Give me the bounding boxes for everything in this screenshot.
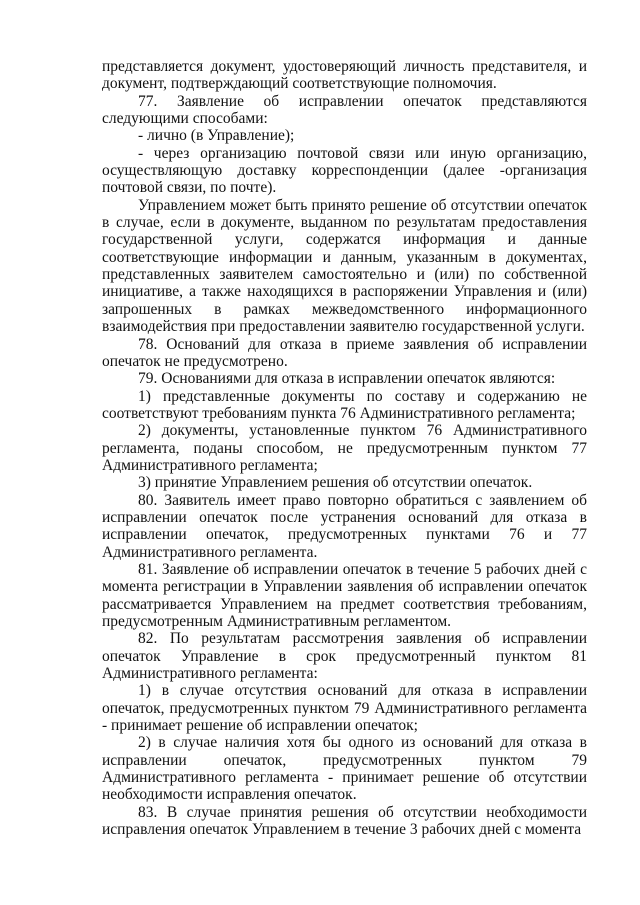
paragraph-80: 80. Заявитель имеет право повторно обратиться с заявлением об исправлении опечаток после устранения оснований для отказа в исправлении опечаток, предусмотренных пунктами 76 и 77 Административного регламента. [102, 491, 587, 561]
list-item: 3) принятие Управлением решения об отсутствии опечаток. [138, 474, 533, 492]
paragraph-77: 77. Заявление об исправлении опечаток представляются следующими способами: [102, 92, 587, 128]
list-item: - лично (в Управление); [138, 127, 295, 145]
list-item: 1) представленные документы по составу и содержанию не соответствуют требованиям пункта 76 Административного регламента; [102, 387, 587, 422]
list-item: 2) в случае наличия хотя бы одного из оснований для отказа в исправлении опечаток, предусмотренных пунктом 79 Административного регламента - принимает решение об отсутствии необходимости исправления опечаток. [102, 734, 587, 804]
paragraph-78: 78. Оснований для отказа в приеме заявления об исправлении опечаток не предусмотрено. [102, 335, 587, 370]
list-item: 1) в случае отсутствия оснований для отказа в исправлении опечаток, предусмотренных пунктом 79 Административного регламента - принимает решение об исправлении опечаток; [102, 682, 587, 735]
paragraph: представляется документ, удостоверяющий личность представителя, и документ, подтверждающий соответствующие полномочия. [102, 58, 587, 93]
paragraph-81: 81. Заявление об исправлении опечаток в течение 5 рабочих дней с момента регистрации в Управлении заявления об исправлении опечаток рассматривается Управлением на предмет соответствия требованиям, предусмотренным Административным регламентом. [102, 560, 587, 630]
list-item: - через организацию почтовой связи или иную организацию, осуществляющую доставку корреспонденции (далее -организация почтовой связи, по почте). [102, 144, 587, 197]
paragraph-83: 83. В случае принятия решения об отсутствии необходимости исправления опечаток Управлением в течение 3 рабочих дней с момента [102, 803, 587, 839]
paragraph-79: 79. Основаниями для отказа в исправлении опечаток являются: [138, 370, 556, 388]
document-body [102, 58, 587, 838]
paragraph-82: 82. По результатам рассмотрения заявления об исправлении опечаток Управление в срок предусмотренный пунктом 81 Административного регламента: [102, 630, 587, 683]
list-item: 2) документы, установленные пунктом 76 Административного регламента, поданы способом, не предусмотренным пунктом 77 Административного регламента; [102, 422, 587, 474]
paragraph: Управлением может быть принято решение об отсутствии опечаток в случае, если в документе, выданном по результатам предоставления государственной услуги, содержатся информация и данные соответствующие информации и данным, указанным в документах, представленных заявителем самостоятельно и (или) по собственной инициативе, а также находящихся в распоряжении Управления и (или) запрошенных в рамках межведомственного информационного взаимодействия при предоставлении заявителю государственной услуги. [102, 196, 587, 336]
